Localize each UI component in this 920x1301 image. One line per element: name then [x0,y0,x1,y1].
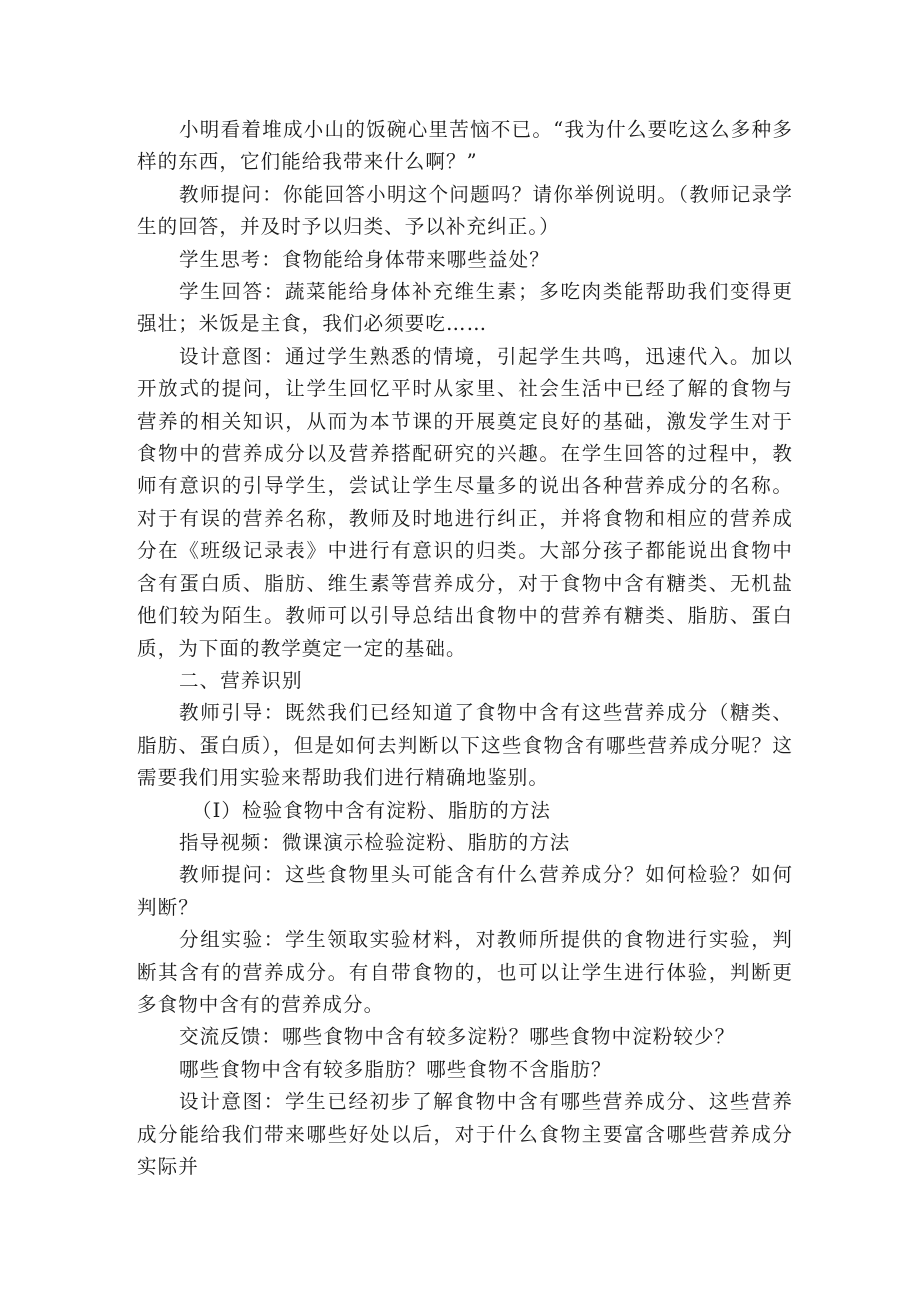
paragraph-student-thinking: 学生思考：食物能给身体带来哪些益处？ [179,247,550,271]
paragraph-feedback-fat: 哪些食物中含有较多脂肪？哪些食物不含脂肪？ [179,1057,612,1081]
document-body [137,114,793,1183]
paragraph-teacher-question: 教师提问：你能回答小明这个问题吗？请你举例说明。（教师记录学生的回答，并及时予以归类、予以补充纠正。） [137,182,793,239]
paragraph-intro-story: 小明看着堆成小山的饭碗心里苦恼不已。“我为什么要吃这么多种多样的东西，它们能给我带来什么啊？” [137,118,793,174]
paragraph-guidance-video: 指导视频：微课演示检验淀粉、脂肪的方法 [179,830,571,854]
paragraph-teacher-guidance: 教师引导：既然我们已经知道了食物中含有这些营养成分（糖类、脂肪、蛋白质），但是如何去判断以下这些食物含有哪些营养成分呢？这需要我们用实验来帮助我们进行精确地鉴别。 [137,701,793,790]
paragraph-design-intent-1: 设计意图：通过学生熟悉的情境，引起学生共鸣，迅速代入。加以开放式的提问，让学生回忆平时从家里、社会生活中已经了解的食物与营养的相关知识，从而为本节课的开展奠定良好的基础，激发学生对于食物中的营养成分以及营养搭配研究的兴趣。在学生回答的过程中，教师有意识的引导学生，尝试让学生尽量多的说出各种营养成分的名称。对于有误的营养名称，教师及时地进行纠正，并将食物和相应的营养成分在《班级记录表》中进行有意识的归类。大部分孩子都能说出食物中含有蛋白质、脂肪、维生素等营养成分，对于食物中含有糖类、无机盐他们较为陌生。教师可以引导总结出食物中的营养有糖类、脂肪、蛋白质，为下面的教学奠定一定的基础。 [137,344,793,660]
paragraph-design-intent-2: 设计意图：学生已经初步了解食物中含有哪些营养成分、这些营养成分能给我们带来哪些好处以后，对于什么食物主要富含哪些营养成分实际并 [137,1090,793,1178]
section-heading-nutrition-identification: 二、营养识别 [179,668,303,692]
paragraph-teacher-question-2: 教师提问：这些食物里头可能含有什么营养成分？如何检验？如何判断？ [137,863,793,919]
paragraph-group-experiment: 分组实验：学生领取实验材料，对教师所提供的食物进行实验，判断其含有的营养成分。有自带食物的，也可以让学生进行体验，判断更多食物中含有的营养成分。 [137,928,793,1016]
subsection-heading-testing-methods: （I）检验食物中含有淀粉、脂肪的方法 [192,798,552,822]
paragraph-student-answer: 学生回答：蔬菜能给身体补充维生素；多吃肉类能帮助我们变得更强壮；米饭是主食，我们必须要吃…… [137,280,793,336]
paragraph-feedback-starch: 交流反馈：哪些食物中含有较多淀粉？哪些食物中淀粉较少？ [179,1025,736,1049]
